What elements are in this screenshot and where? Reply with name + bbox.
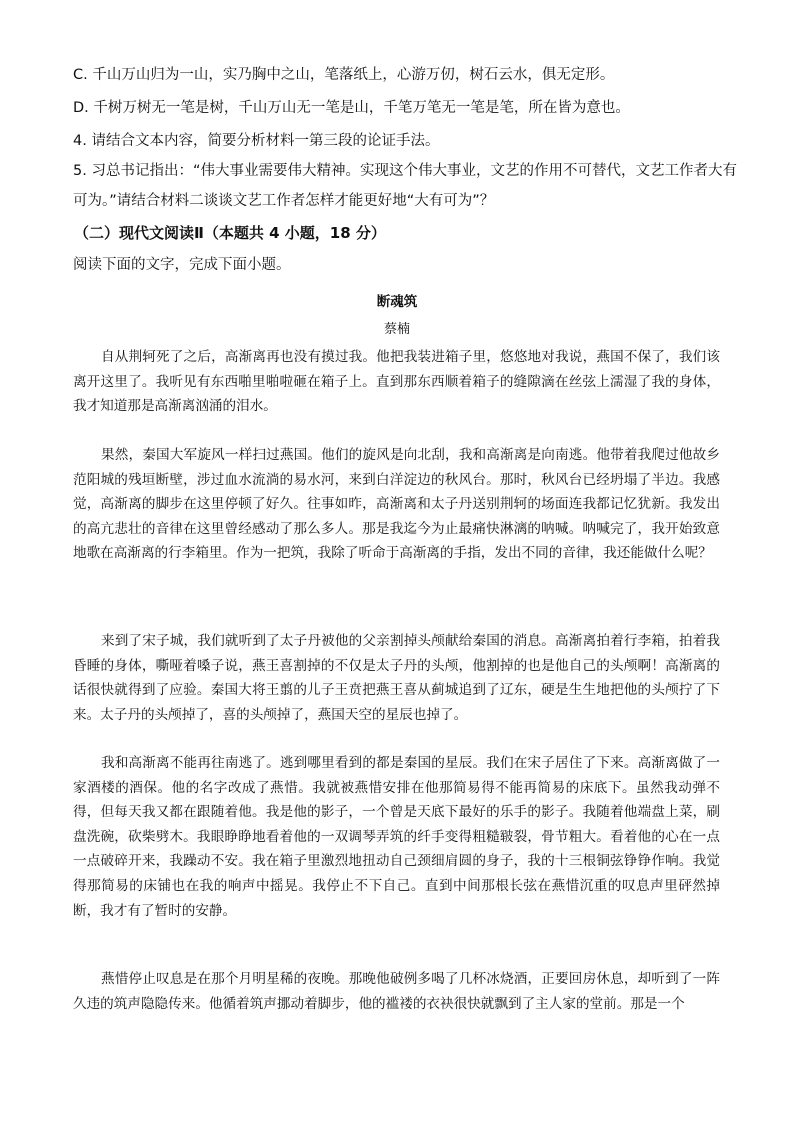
story-paragraph-2: 果然，秦国大军旋风一样扫过燕国。他们的旋风是向北刮，我和高渐离是向南逃。他带着我爬过他故乡范阳城的残垣断壁，涉过血水流淌的易水河，来到白洋淀边的秋风台。那时，秋风台已经坍塌了半边。我感觉，高渐离的脚步在这里停顿了好久。往事如昨，高渐离和太子丹送别荆轲的场面连我都记忆犹新。我发出的高亢悲壮的音律在这里曾经感动了那么多人。那是我迄今为止最痛快淋漓的呐喊。呐喊完了，我开始致意地歌在高渐离的行李箱里。作为一把筑，我除了听命于高渐离的手指，发出不同的音律，我还能做什么呢？ (73, 447, 720, 562)
question-5-line2: 可为。”请结合材料二谈谈文艺工作者怎样才能更好地“大有可为”？ (73, 193, 495, 209)
story-paragraph-5: 燕惜停止叹息是在那个月明星稀的夜晚。那晚他破例多喝了几杯冰烧酒，正要回房休息，却听到了一阵久违的筑声隐隐传来。他循着筑声挪动着脚步，他的褴褛的衣袂很快就飘到了主人家的堂前。那是一个 (73, 971, 720, 1012)
option-c: C. 千山万山归为一山，实乃胸中之山，笔落纸上，心游万仞，树石云水，俱无定形。 (73, 67, 615, 83)
story-author: 蔡楠 (383, 322, 410, 337)
story-paragraph-4: 我和高渐离不能再往南逃了。逃到哪里看到的都是秦国的星辰。我们在宋子居住了下来。高渐离做了一家酒楼的酒保。他的名字改成了燕惜。我就被燕惜安排在他那简易得不能再简易的床底下。虽然我动弹不得，但每天我又都在跟随着他。我是他的影子，一个曾是天底下最好的乐手的影子。我随着他端盘上菜，刷盘洗碗，砍柴劈木。我眼睁睁地看着他的一双调琴弄筑的纤手变得粗糙皲裂，骨节粗大。看着他的心在一点一点破碎开来，我躁动不安。我在箱子里激烈地扭动自己颈细肩圆的身子，我的十三根铜弦铮铮作响。我觉得那简易的床铺也在我的响声中摇晃。我停止不下自己。直到中间那根长弦在燕惜沉重的叹息声里砰然掉断，我才有了暂时的安静。 (73, 755, 720, 919)
question-5-line1: 5. 习总书记指出：“伟大事业需要伟大精神。实现这个伟大事业，文艺的作用不可替代，文艺工作者大有 (73, 163, 737, 179)
story-paragraph-3: 来到了宋子城，我们就听到了太子丹被他的父亲割掉头颅献给秦国的消息。高渐离拍着行李箱，拍着我昏睡的身体，嘶哑着嗓子说，燕王喜割掉的不仅是太子丹的头颅，他割掉的也是他自己的头颅啊！高渐离的话很快就得到了应验。秦国大将王翦的儿子王贲把燕王喜从蓟城追到了辽东，硬是生生地把他的头颅拧了下来。太子丹的头颅掉了，喜的头颅掉了，燕国天空的星辰也掉了。 (73, 633, 720, 723)
option-d: D. 千树万树无一笔是树，千山万山无一笔是山，千笔万笔无一笔是笔，所在皆为意也。 (73, 100, 630, 116)
question-4: 4. 请结合文本内容，简要分析材料一第三段的论证手法。 (73, 133, 440, 149)
section-heading: （二）现代文阅读Ⅱ（本题共 4 小题，18 分） (74, 224, 386, 242)
story-title: 断魂筑 (376, 294, 418, 310)
story-paragraph-1: 自从荆轲死了之后，高渐离再也没有摸过我。他把我装进箱子里，悠悠地对我说，燕国不保了，我们该离开这里了。我听见有东西啪里啪啦砸在箱子上。直到那东西顺着箱子的缝隙滴在丝弦上濡湿了我的身体，我才知道那是高渐离汹涌的泪水。 (73, 349, 720, 415)
section-instruction: 阅读下面的文字，完成下面小题。 (73, 257, 291, 273)
